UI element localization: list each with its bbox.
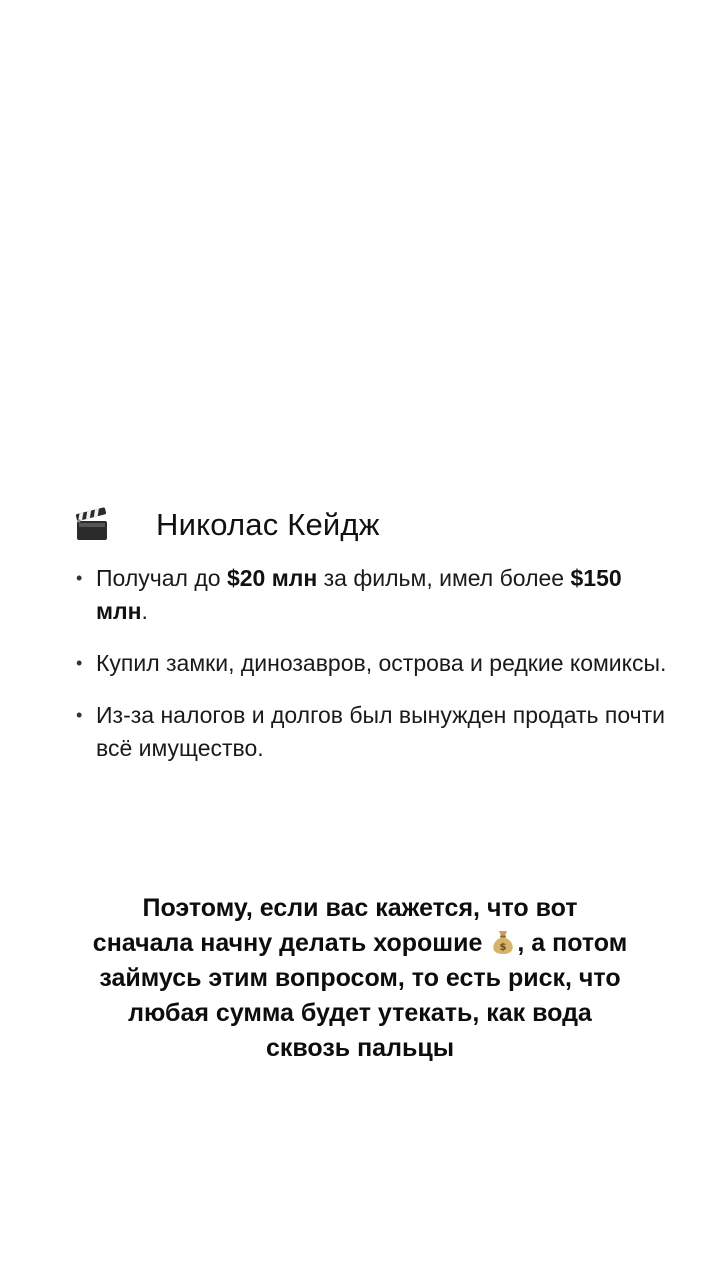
money-bag-icon [491, 929, 515, 955]
conclusion-part: Поэтому, если вас кажется, что вот сначала начну делать хорошие [92, 894, 578, 957]
clapperboard-icon [74, 507, 110, 543]
facts-list [74, 562, 674, 784]
fact-text: за фильм, имел более [317, 565, 571, 591]
fact-text: Из-за налогов и долгов был вынужден продать почти всё имущество. [96, 702, 666, 761]
fact-highlight: $150 млн [96, 565, 622, 624]
fact-highlight: $20 млн [226, 565, 318, 591]
list-item [74, 647, 674, 680]
heading [74, 500, 380, 550]
fact-text: Купил замки, динозавров, острова и редкие комиксы. [96, 650, 667, 676]
conclusion-part: , а потом займусь этим вопросом, то есть риск, что любая сумма будет утекать, как вода сквозь пальцы [99, 929, 628, 1062]
list-item [74, 699, 674, 765]
heading-title: Николас Кейдж [156, 507, 380, 542]
conclusion-text [90, 891, 630, 1066]
svg-text:$: $ [499, 942, 507, 953]
fact-text: Получал до [96, 565, 227, 591]
fact-text: . [141, 598, 148, 624]
list-item [74, 562, 674, 628]
